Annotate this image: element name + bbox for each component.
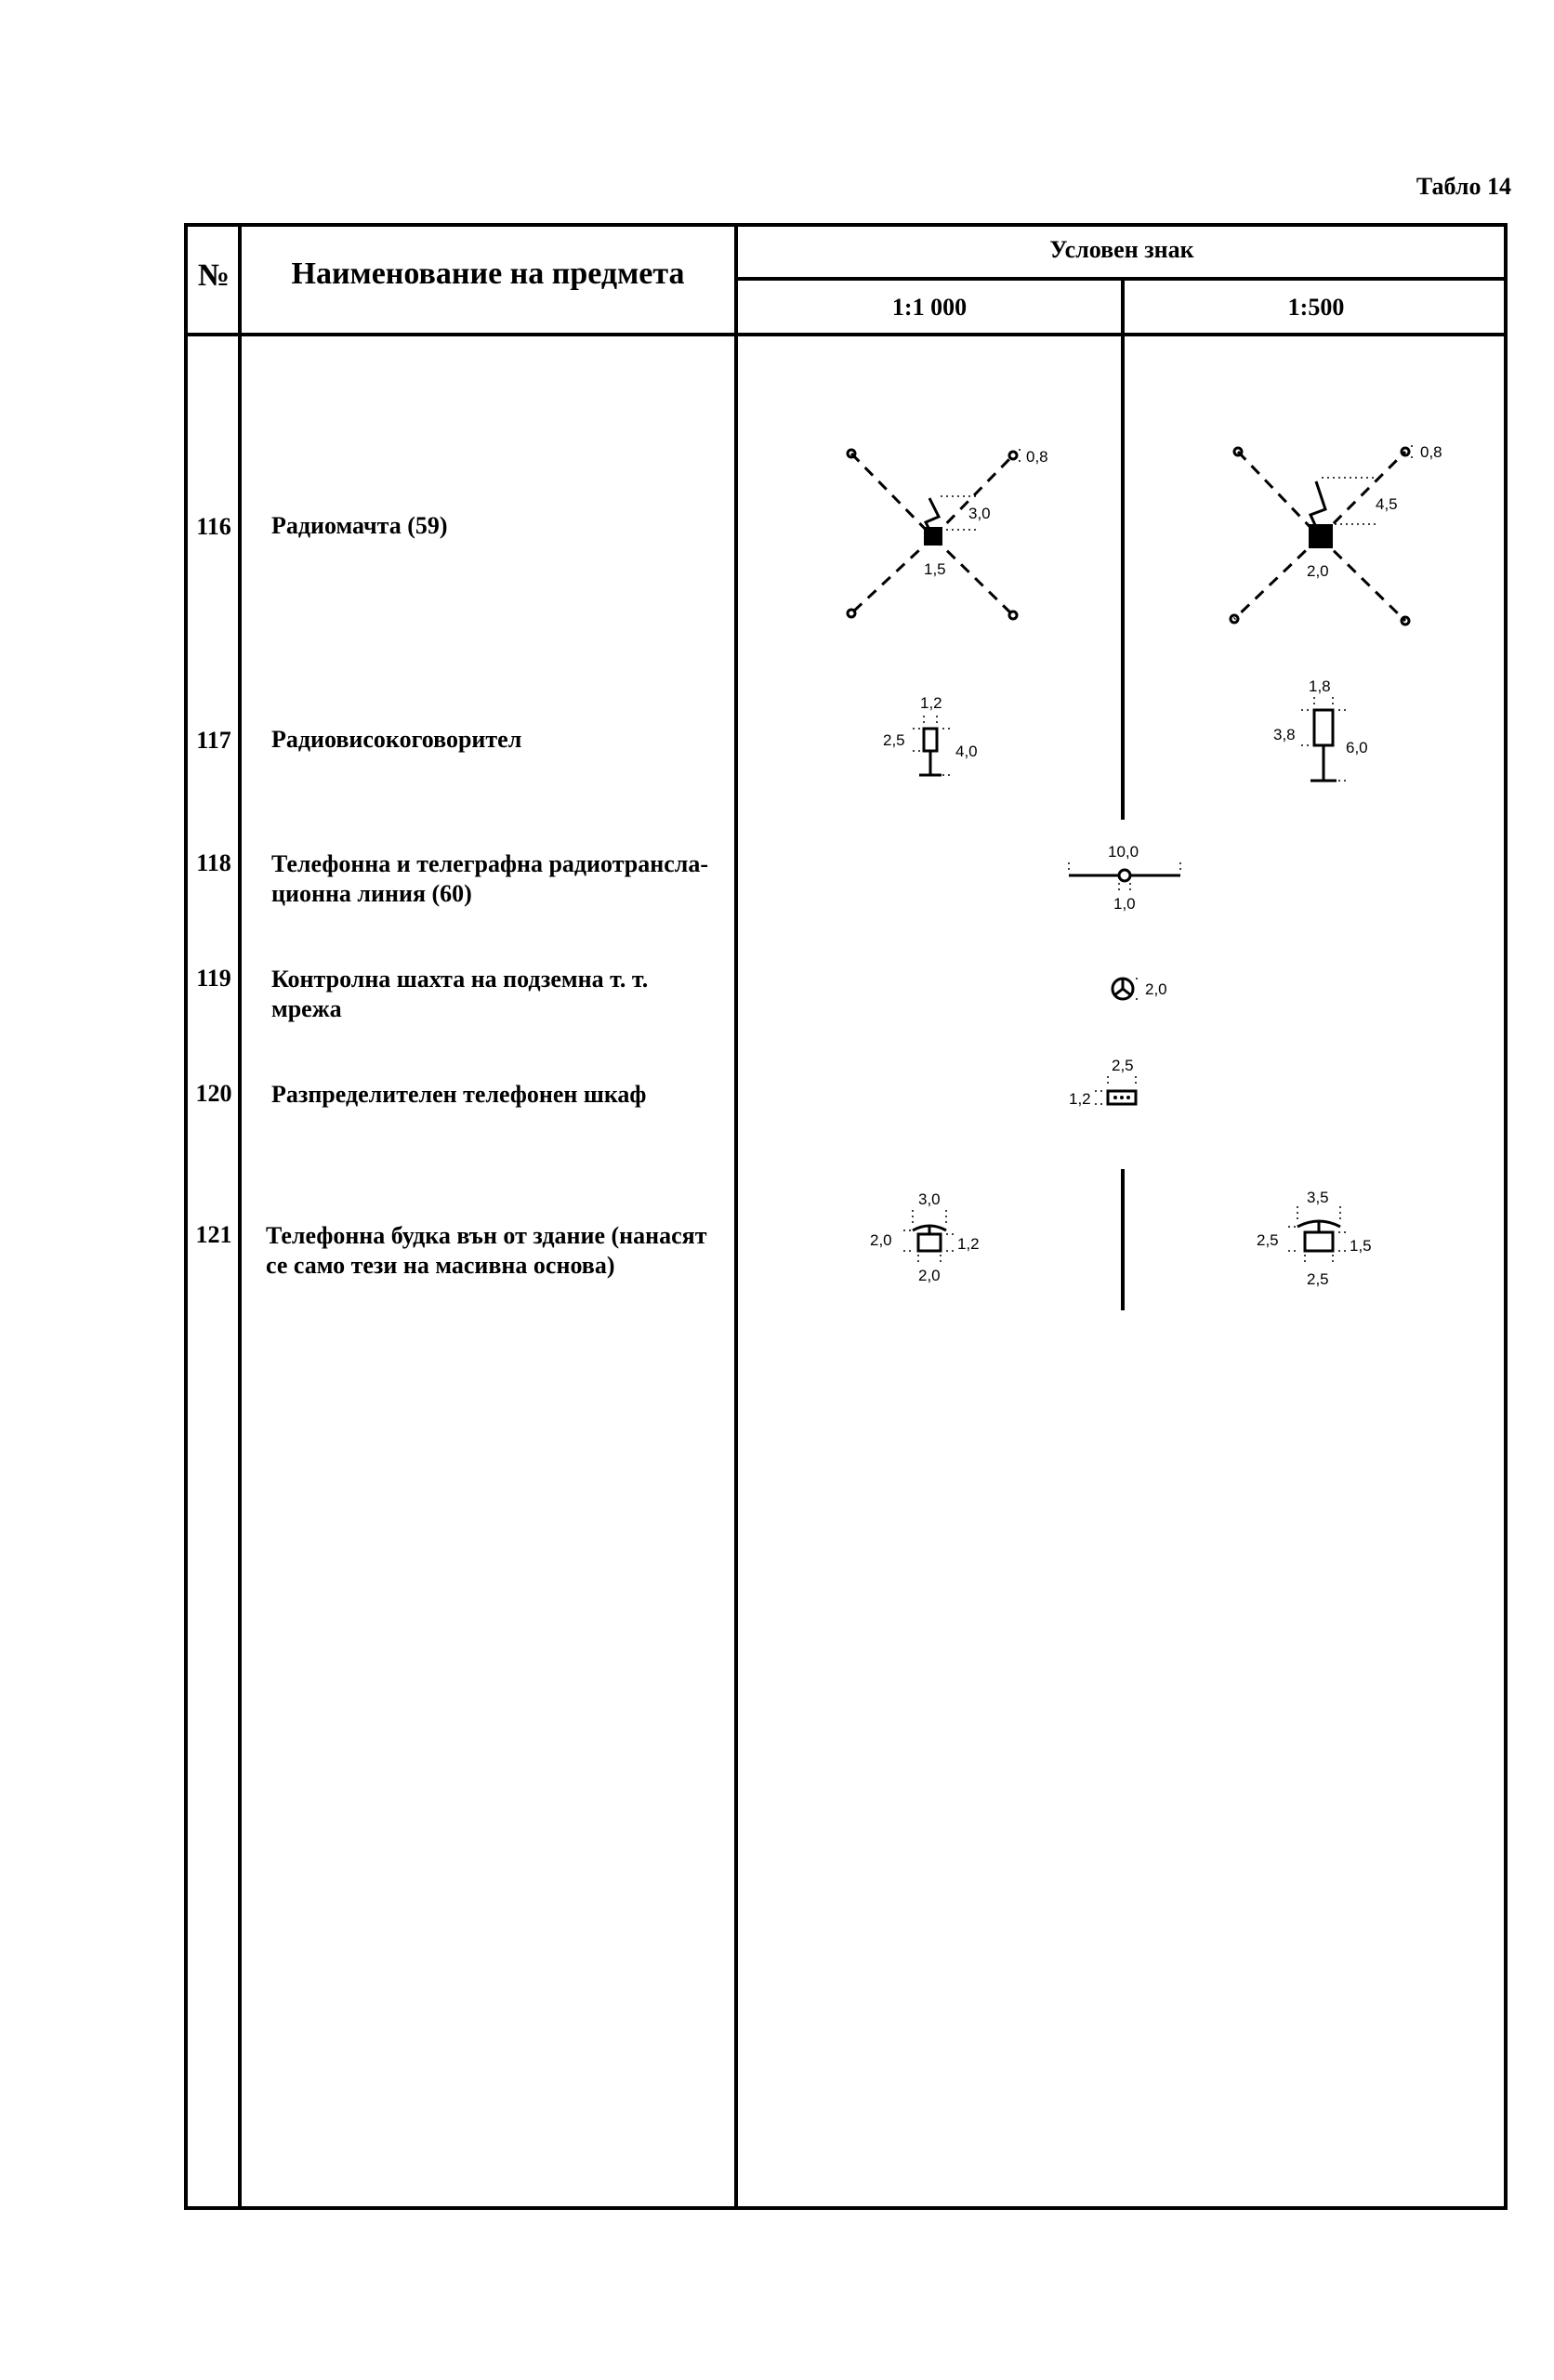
row-117-name: Радиовисокоговорител	[271, 726, 522, 753]
loudspeaker-500-dim-a: 1,8	[1309, 677, 1331, 695]
col-divider-no	[238, 223, 242, 2210]
scale-divider-lower	[1121, 1169, 1125, 1310]
radio-line-dim-b: 1,0	[1113, 895, 1136, 913]
loudspeaker-symbol-500	[1264, 673, 1394, 784]
radio-mast-symbol-500	[1223, 437, 1502, 641]
phone-booth-1000-dim-c: 1,2	[957, 1235, 980, 1253]
loudspeaker-1000-dim-c: 4,0	[955, 743, 978, 760]
row-120-no: 120	[195, 1080, 232, 1107]
phone-booth-500-dim-a: 3,5	[1307, 1189, 1329, 1206]
row-120-name: Разпределителен телефонен шкаф	[271, 1081, 647, 1108]
row-116-no: 116	[196, 513, 231, 540]
phone-booth-500-dim-d: 2,5	[1307, 1270, 1329, 1288]
header-bottom	[184, 333, 1508, 336]
radio-translation-line-symbol	[1060, 836, 1190, 920]
loudspeaker-500-dim-b: 3,8	[1273, 726, 1296, 743]
control-shaft-dim: 2,0	[1145, 980, 1167, 998]
row-118-name-line-2: ционна линия (60)	[271, 880, 472, 907]
header-scale-1000: 1:1 000	[891, 294, 968, 321]
row-119-name-line-1: Контролна шахта на подземна т. т.	[271, 966, 649, 993]
row-118-name-line-1: Телефонна и телеграфна радиотрансла-	[271, 850, 709, 877]
radio-mast-1000-dim-b: 3,0	[968, 505, 991, 522]
loudspeaker-1000-dim-a: 1,2	[920, 694, 942, 712]
header-no: №	[197, 258, 230, 293]
phone-booth-symbol-1000	[864, 1190, 1004, 1292]
radio-line-dim-a: 10,0	[1108, 843, 1139, 861]
radio-mast-500-dim-c: 2,0	[1307, 562, 1329, 580]
scale-divider-upper	[1121, 335, 1125, 820]
radio-mast-500-dim-b: 4,5	[1376, 495, 1398, 513]
row-117-no: 117	[196, 727, 231, 754]
row-118-no: 118	[196, 849, 231, 876]
cabinet-dim-b: 1,2	[1069, 1090, 1091, 1108]
loudspeaker-500-dim-c: 6,0	[1346, 739, 1368, 756]
header-name: Наименование на предмета	[291, 256, 685, 291]
header-scale-500: 1:500	[1287, 294, 1345, 321]
row-116-name: Радиомачта (59)	[271, 512, 448, 539]
row-121-name-line-2: се само тези на масивна основа)	[266, 1252, 615, 1279]
radio-mast-symbol-1000	[836, 437, 1078, 632]
row-121-name-line-1: Телефонна будка вън от здание (нанасят	[266, 1222, 707, 1249]
cabinet-dim-a: 2,5	[1112, 1057, 1134, 1074]
loudspeaker-symbol-1000	[874, 691, 1004, 781]
distribution-cabinet-symbol	[1065, 1052, 1177, 1117]
loudspeaker-1000-dim-b: 2,5	[883, 731, 905, 749]
header-sign: Условен знак	[1049, 236, 1194, 263]
phone-booth-1000-dim-b: 2,0	[870, 1231, 892, 1249]
row-119-name-line-2: мрежа	[271, 995, 342, 1022]
phone-booth-500-dim-c: 1,5	[1350, 1237, 1372, 1255]
radio-mast-1000-dim-c: 1,5	[924, 560, 946, 578]
phone-booth-1000-dim-d: 2,0	[918, 1267, 941, 1284]
phone-booth-1000-dim-a: 3,0	[918, 1190, 941, 1208]
radio-mast-1000-dim-a: 0,8	[1026, 448, 1048, 466]
phone-booth-symbol-500	[1251, 1186, 1400, 1297]
control-shaft-symbol	[1102, 966, 1195, 1013]
row-121-no: 121	[195, 1221, 232, 1248]
phone-booth-500-dim-b: 2,5	[1257, 1231, 1279, 1249]
row-119-no: 119	[196, 965, 231, 992]
radio-mast-500-dim-a: 0,8	[1420, 443, 1442, 461]
table-caption: Табло 14	[1416, 173, 1511, 200]
